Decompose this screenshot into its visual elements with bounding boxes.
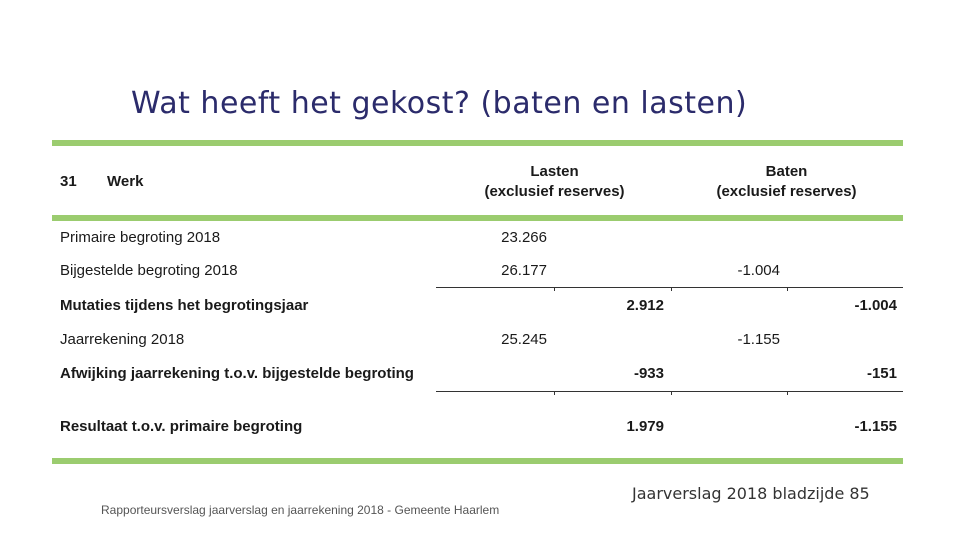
line-tick bbox=[554, 287, 555, 291]
row-label: Bijgestelde begroting 2018 bbox=[60, 262, 238, 279]
footer-page-reference: Jaarverslag 2018 bladzijde 85 bbox=[632, 484, 870, 503]
slide-title: Wat heeft het gekost? (baten en lasten) bbox=[131, 86, 748, 121]
line-tick bbox=[671, 391, 672, 395]
col-header-lasten bbox=[472, 162, 637, 202]
row-label: Mutaties tijdens het begrotingsjaar bbox=[60, 297, 309, 314]
row-lasten-total: 1.979 bbox=[626, 418, 664, 435]
col-header-baten-line2: (exclusief reserves) bbox=[716, 183, 857, 200]
row-lasten-total: 2.912 bbox=[626, 297, 664, 314]
row-baten-total: -1.155 bbox=[854, 418, 897, 435]
line-tick bbox=[554, 391, 555, 395]
line-tick bbox=[787, 391, 788, 395]
footer-source: Rapporteursverslag jaarverslag en jaarrekening 2018 - Gemeente Haarlem bbox=[101, 503, 500, 517]
col-header-lasten-line1: Lasten bbox=[530, 163, 579, 180]
row-lasten: 23.266 bbox=[501, 229, 547, 246]
col-header-baten-line1: Baten bbox=[765, 163, 808, 180]
table-top-rule bbox=[52, 140, 903, 146]
row-baten: -1.004 bbox=[737, 262, 780, 279]
row-baten: -1.155 bbox=[737, 331, 780, 348]
row-lasten-total: -933 bbox=[633, 365, 664, 382]
row-lasten: 26.177 bbox=[501, 262, 547, 279]
table-header-rule bbox=[52, 215, 903, 221]
row-baten-total: -151 bbox=[866, 365, 897, 382]
row-label: Afwijking jaarrekening t.o.v. bijgestelde begroting bbox=[60, 365, 414, 382]
total-line bbox=[436, 391, 903, 392]
line-tick bbox=[671, 287, 672, 291]
subtotal-line bbox=[436, 287, 903, 288]
col-header-lasten-line2: (exclusief reserves) bbox=[484, 183, 625, 200]
financial-table bbox=[52, 140, 903, 465]
row-label: Jaarrekening 2018 bbox=[60, 331, 185, 348]
row-lasten: 25.245 bbox=[501, 331, 547, 348]
program-name: Werk bbox=[107, 173, 144, 190]
row-label: Resultaat t.o.v. primaire begroting bbox=[60, 418, 303, 435]
table-bottom-rule bbox=[52, 458, 903, 464]
row-label: Primaire begroting 2018 bbox=[60, 229, 221, 246]
row-baten-total: -1.004 bbox=[854, 297, 897, 314]
program-number: 31 bbox=[60, 173, 77, 190]
col-header-baten bbox=[704, 162, 869, 202]
line-tick bbox=[787, 287, 788, 291]
